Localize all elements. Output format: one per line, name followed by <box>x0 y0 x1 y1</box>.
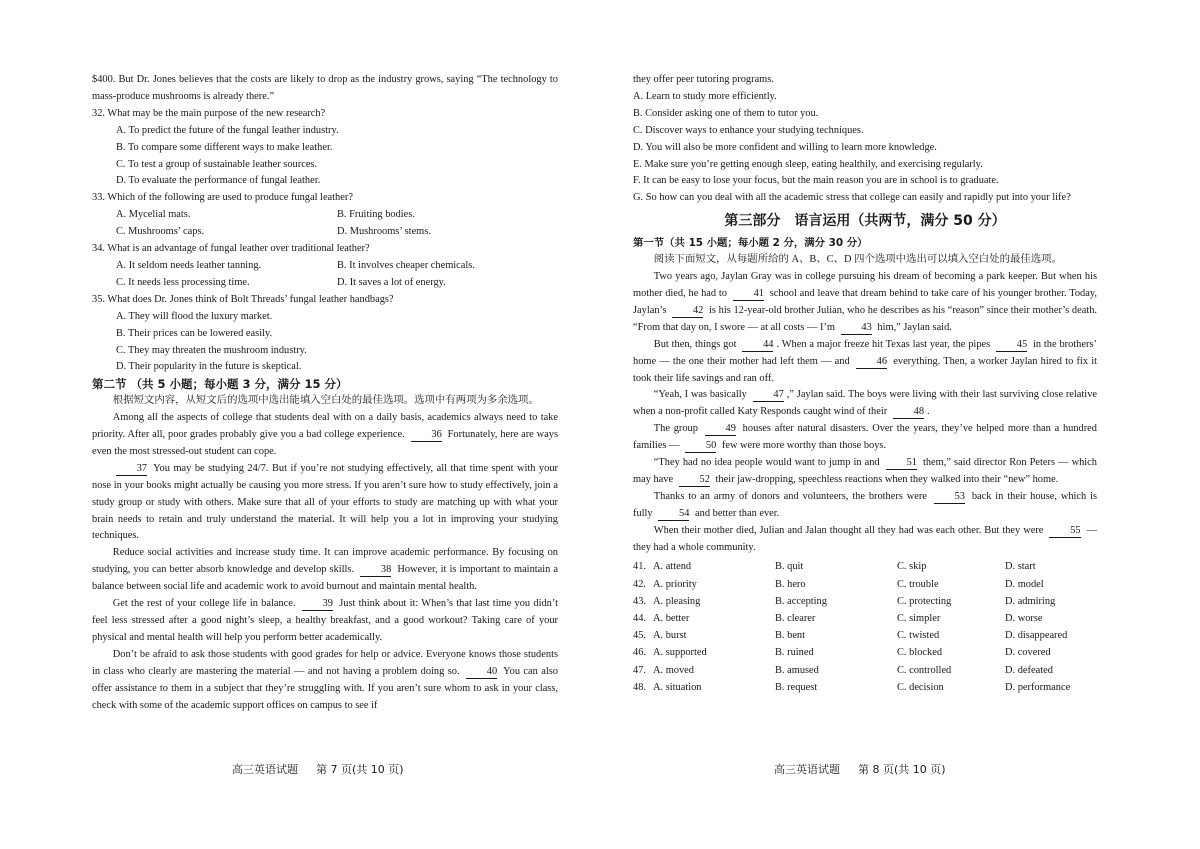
option-c: C. controlled <box>897 664 952 676</box>
table-row <box>633 627 1097 644</box>
blank-52: 52 <box>679 474 710 487</box>
blank-39: 39 <box>302 598 333 611</box>
blank-46: 46 <box>856 356 887 369</box>
option: G. So how can you deal with all the academic stress that college can easily and rapidly put into your life? <box>633 192 1071 204</box>
option-c: C. twisted <box>897 630 940 642</box>
option-d: D. defeated <box>1005 664 1053 676</box>
paragraph: Thanks to an army of donors and volunteers, the brothers were 53 back in their house, which is fully 54 and better than ever. <box>633 490 1097 519</box>
question-34 <box>92 241 558 292</box>
paragraph: Reduce social activities and increase study time. It can improve academic performance. By focusing on studying, you can better absorb knowledge and develop skills. 38 However, it is important to maintain a balance between social life and academic work to avoid burnout and maintain mental health. <box>92 547 558 593</box>
blank-36: 36 <box>411 429 442 442</box>
option: A. It seldom needs leather tanning. <box>116 259 262 271</box>
section-1-instructions: 阅读下面短文，从每题所给的 A、B、C、D 四个选项中选出可以填入空白处的最佳选项。 <box>653 254 1062 266</box>
option: C. It needs less processing time. <box>116 276 250 288</box>
part-3-title: 第三部分 语言运用（共两节，满分 50 分） <box>724 213 1006 230</box>
option: D. Mushrooms’ stems. <box>337 226 431 238</box>
option: B. Fruiting bodies. <box>337 209 415 221</box>
exam-title: 高三英语试题 <box>774 763 840 776</box>
question-33 <box>92 190 558 241</box>
option: A. They will flood the luxury market. <box>116 310 273 322</box>
option: A. Mycelial mats. <box>116 209 191 221</box>
question-stem: 35. What does Dr. Jones think of Bolt Threads’ fungal leather handbags? <box>92 293 394 305</box>
passage-tail: they offer peer tutoring programs. <box>633 74 774 85</box>
option-b: B. clearer <box>775 613 816 625</box>
option-d: D. admiring <box>1005 595 1056 607</box>
option-d: D. covered <box>1005 647 1051 659</box>
blank-43: 43 <box>841 322 872 335</box>
blank-42: 42 <box>672 305 703 318</box>
option-a: A. moved <box>653 664 694 676</box>
item-number: 42. <box>633 578 646 590</box>
blank-50: 50 <box>685 440 716 453</box>
blank-51: 51 <box>886 457 917 470</box>
paragraph: Don’t be afraid to ask those students with good grades for help or advice. Everyone knows those students in class who clearly are mastering the material — and not having a problem doing so. 40 You can also offer assistance to them in a subject that they’re struggling with. If you aren’t sure whom to ask in your class, check with some of the academic support offices on campus to see if <box>92 648 558 711</box>
blank-44: 44 <box>742 339 773 352</box>
option: D. To evaluate the performance of fungal leather. <box>116 175 321 187</box>
paragraph: “They had no idea people would want to jump in and 51 them,” said director Ron Peters — which may have 52 their jaw-dropping, speechless reactions when they walked into their “new” home. <box>633 457 1097 485</box>
blank-54: 54 <box>658 508 689 521</box>
option: D. Their popularity in the future is skeptical. <box>116 361 302 373</box>
option: E. Make sure you’re getting enough sleep, eating healthily, and exercising regularly. <box>633 158 983 170</box>
option-c: C. decision <box>897 681 944 693</box>
cloze-options-table <box>633 558 1097 696</box>
exam-title: 高三英语试题 <box>232 763 298 776</box>
blank-55: 55 <box>1049 525 1080 538</box>
question-stem: 33. Which of the following are used to produce fungal leather? <box>92 192 353 204</box>
table-row <box>633 679 1097 696</box>
blank-37: 37 <box>116 463 147 476</box>
option-b: B. amused <box>775 664 819 676</box>
page-number: 第 8 页(共 10 页) <box>858 763 946 776</box>
option: A. Learn to study more efficiently. <box>633 90 777 102</box>
option-b: B. quit <box>775 561 804 573</box>
table-row <box>633 593 1097 610</box>
section-2-title: 第二节 （共 5 小题；每小题 3 分，满分 15 分） <box>92 377 348 392</box>
option-b: B. ruined <box>775 647 814 659</box>
option: B. To compare some different ways to make leather. <box>116 141 333 153</box>
option: C. To test a group of sustainable leather sources. <box>116 158 318 170</box>
option: D. You will also be more confident and willing to learn more knowledge. <box>633 141 937 153</box>
blank-53: 53 <box>934 491 965 504</box>
item-number: 47. <box>633 664 646 676</box>
blank-47: 47 <box>753 389 784 402</box>
question-32 <box>92 106 558 191</box>
option-b: B. hero <box>775 578 806 590</box>
paragraph: Get the rest of your college life in balance. 39 Just think about it: When’s that last time you didn’t feel less stressed after a good night’s sleep, a healthy breakfast, and a good workout? Taking care of your physical and mental health will help you perform better academically. <box>92 598 559 643</box>
option-b: B. bent <box>775 630 806 642</box>
option-a: A. burst <box>653 630 687 642</box>
question-35 <box>92 292 558 377</box>
page-footer-left <box>232 762 422 779</box>
paragraph: Among all the aspects of college that students deal with on a daily basis, academics always need to take priority. After all, poor grades probably give you a bad college experience. 36 Fortunately, here are ways even the most stressed-out student can cope. <box>92 412 558 457</box>
option: C. They may threaten the mushroom industry. <box>116 344 307 356</box>
seven-choice-options <box>633 89 1097 207</box>
paragraph: The group 49 houses after natural disasters. Over the years, they’ve helped more than a hundred families — 50 few were more worthy than those boys. <box>633 423 1097 452</box>
option-d: D. start <box>1005 561 1036 573</box>
option-c: C. skip <box>897 561 927 573</box>
option-a: A. priority <box>653 578 697 590</box>
option-a: A. situation <box>653 681 702 693</box>
blank-40: 40 <box>466 666 497 679</box>
blank-38: 38 <box>360 564 391 577</box>
question-stem: 34. What is an advantage of fungal leather over traditional leather? <box>92 243 370 255</box>
option-d: D. performance <box>1005 681 1071 693</box>
option-d: D. worse <box>1005 613 1043 625</box>
option: A. To predict the future of the fungal leather industry. <box>116 124 339 136</box>
item-number: 41. <box>633 561 646 573</box>
option: B. It involves cheaper chemicals. <box>337 259 475 271</box>
table-row <box>633 576 1097 593</box>
paragraph: When their mother died, Julian and Jalan thought all they had was each other. But they were 55 — they had a whole community. <box>633 524 1097 553</box>
blank-45: 45 <box>996 339 1027 352</box>
option-a: A. pleasing <box>653 595 701 607</box>
option: C. Discover ways to enhance your studying techniques. <box>633 124 864 136</box>
table-row <box>633 644 1097 661</box>
option: B. Their prices can be lowered easily. <box>116 327 273 339</box>
item-number: 48. <box>633 681 646 693</box>
option-b: B. accepting <box>775 595 827 607</box>
paragraph: 37 You may be studying 24/7. But if you’re not studying effectively, all that time spent with your nose in your books might actually be causing you more stress. If you aren’t sure how to study effectively, join a study group or study with others. Make sure that all of your efforts to study are matching up with what your brain needs to retain and truly understand the material. It will help you a lot in improving your studying techniques. <box>92 462 558 542</box>
page-footer-right <box>774 762 964 779</box>
option-d: D. model <box>1005 578 1044 590</box>
left-column <box>92 72 558 714</box>
option: B. Consider asking one of them to tutor you. <box>633 107 819 119</box>
section-2-instructions: 根据短文内容，从短文后的选项中选出能填入空白处的最佳选项。选项中有两项为多余选项。 <box>112 395 539 407</box>
question-stem: 32. What may be the main purpose of the new research? <box>92 107 326 119</box>
paragraph: Two years ago, Jaylan Gray was in college pursuing his dream of becoming a park keeper. But when his mother died, he had to 41 school and leave that dream behind to take care of his younger brother. Today, Jaylan’s 42 is his 12-year-old brother Julian, who he describes as his “reason” since their mother’s death. “From that day on, I swore — at all costs — I’m 43 him,” Jaylan said. <box>633 271 1097 333</box>
option-c: C. trouble <box>897 578 939 590</box>
option: C. Mushrooms’ caps. <box>116 226 205 238</box>
blank-48: 48 <box>893 406 924 419</box>
page-number: 第 7 页(共 10 页) <box>316 763 404 776</box>
table-row <box>633 662 1097 679</box>
item-number: 43. <box>633 595 646 607</box>
item-number: 46. <box>633 647 646 659</box>
option-a: A. better <box>653 613 690 625</box>
option-b: B. request <box>775 681 818 693</box>
option-a: A. attend <box>653 561 692 573</box>
section-1-title: 第一节（共 15 小题；每小题 2 分，满分 30 分） <box>633 237 868 250</box>
paragraph: “Yeah, I was basically 47 ,” Jaylan said. The boys were living with their last surviving close relative when a non-profit called Katy Responds caught wind of their 48 . <box>633 389 1097 418</box>
option-c: C. protecting <box>897 595 952 607</box>
option-a: A. supported <box>653 647 707 659</box>
option-d: D. disappeared <box>1005 630 1068 642</box>
right-column <box>633 72 1097 696</box>
passage-tail: $400. But Dr. Jones believes that the costs are likely to drop as the industry grows, saying “The technology to mass-produce mushrooms is already there.” <box>92 74 558 102</box>
item-number: 45. <box>633 630 646 642</box>
option-c: C. simpler <box>897 613 941 625</box>
option-c: C. blocked <box>897 647 943 659</box>
blank-49: 49 <box>705 423 736 436</box>
paragraph: But then, things got 44 . When a major freeze hit Texas last year, the pipes 45 in the brothers’ home — the one their mother had left them — and 46 everything. Then, a worker Jaylan hired to fix it took their life savings and ran off. <box>633 338 1097 384</box>
blank-41: 41 <box>733 288 764 301</box>
item-number: 44. <box>633 613 646 625</box>
table-row <box>633 610 1097 627</box>
option: D. It saves a lot of energy. <box>337 276 446 288</box>
option: F. It can be easy to lose your focus, but the main reason you are in school is to graduate. <box>633 175 999 187</box>
table-row <box>633 558 1097 575</box>
